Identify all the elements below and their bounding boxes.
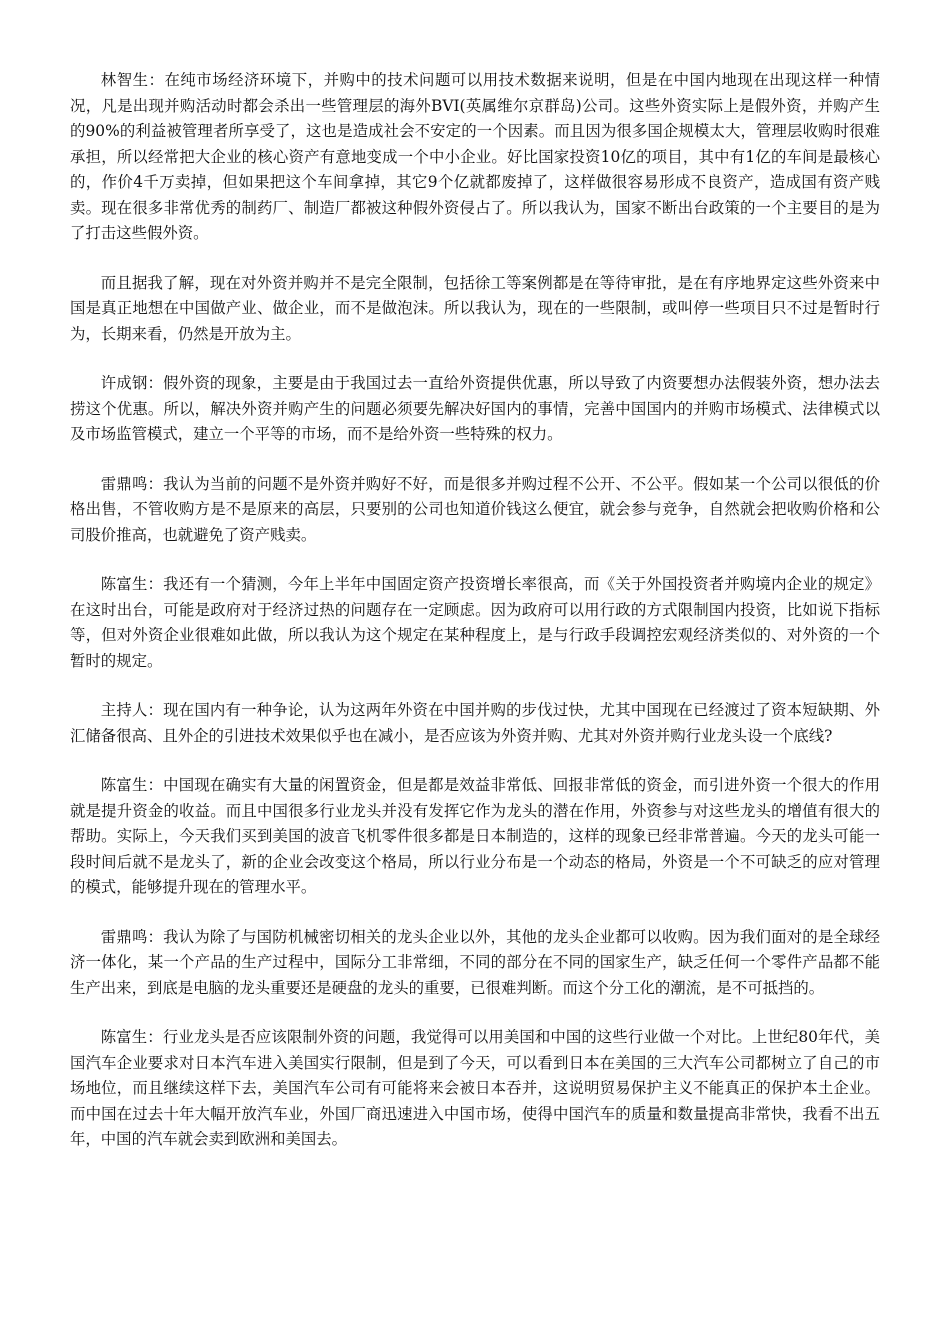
paragraph-text: 我认为除了与国防机械密切相关的龙头企业以外，其他的龙头企业都可以收购。因为我们面对的是全球经济一体化，某一个产品的生产过程中，国际分工非常细，不同的部分在不同的国家生产，缺乏任何一个零件产品都不能生产出来，到底是电脑的龙头重要还是硬盘的龙头的重要，已很难判断。而这个分工化的潮流，是不可抵挡的。 xyxy=(70,927,880,997)
paragraph-text: 我认为当前的问题不是外资并购好不好，而是很多并购过程不公开、不公平。假如某一个公司以很低的价格出售，不管收购方是不是原来的高层，只要别的公司也知道价钱这么便宜，就会参与竞争，自然就会把收购价格和公司股价推高，也就避免了资产贱卖。 xyxy=(70,474,880,544)
speaker-name: 陈富生： xyxy=(100,1028,163,1046)
speaker-name: 林智生： xyxy=(100,71,165,89)
speaker-name: 许成钢： xyxy=(100,374,164,392)
paragraph-xu-chenggang xyxy=(70,371,880,448)
paragraph-continuation xyxy=(70,271,880,348)
paragraph-lei-dingming xyxy=(70,925,880,1002)
paragraph-text: 在纯市场经济环境下，并购中的技术问题可以用技术数据来说明，但是在中国内地现在出现这样一种情况，凡是出现并购活动时都会杀出一些管理层的海外BVI(英属维尔京群岛)公司。这些外资实际上是假外资，并购产生的90%的利益被管理者所享受了，这也是造成社会不安定的一个因素。而且因为很多国企规模太大，管理层收购时很难承担，所以经常把大企业的核心资产有意地变成一个中小企业。好比国家投资10亿的项目，其中有1亿的车间是最核心的，作价4千万卖掉，但如果把这个车间拿掉，其它9个亿就都废掉了，这样做很容易形成不良资产，造成国有资产贱卖。现在很多非常优秀的制药厂、制造厂都被这种假外资侵占了。所以我认为，国家不断出台政策的一个主要目的是为了打击这些假外资。 xyxy=(70,71,880,242)
speaker-name: 雷鼎鸣： xyxy=(100,927,164,946)
paragraph-lei-dingming xyxy=(70,472,880,549)
paragraph-text: 行业龙头是否应该限制外资的问题，我觉得可以用美国和中国的这些行业做一个对比。上世纪80年代，美国汽车企业要求对日本汽车进入美国实行限制，但是到了今天，可以看到日本在美国的三大汽车公司都树立了自己的市场地位，而且继续这样下去，美国汽车公司有可能将来会被日本吞并，这说明贸易保护主义不能真正的保护本土企业。而中国在过去十年大幅开放汽车业，外国厂商迅速进入中国市场，使得中国汽车的质量和数量提高非常快，我看不出五年，中国的汽车就会卖到欧洲和美国去。 xyxy=(70,1028,880,1148)
document-body xyxy=(70,68,880,1177)
paragraph-text: 而且据我了解，现在对外资并购并不是完全限制，包括徐工等案例都是在等待审批，是在有序地界定这些外资来中国是真正地想在中国做产业、做企业，而不是做泡沫。所以我认为，现在的一些限制，或叫停一些项目只不过是暂时行为，长期来看，仍然是开放为主。 xyxy=(70,273,880,343)
paragraph-text: 我还有一个猜测，今年上半年中国固定资产投资增长率很高，而《关于外国投资者并购境内企业的规定》在这时出台，可能是政府对于经济过热的问题存在一定顾虑。因为政府可以用行政的方式限制国内投资，比如说下指标等，但对外资企业很难如此做，所以我认为这个规定在某种程度上，是与行政手段调控宏观经济类似的、对外资的一个暂时的规定。 xyxy=(70,575,880,670)
paragraph-chen-fusheng xyxy=(70,572,880,674)
paragraph-host xyxy=(70,698,880,749)
paragraph-chen-fusheng xyxy=(70,1025,880,1153)
speaker-name: 雷鼎鸣： xyxy=(100,474,164,493)
paragraph-text: 假外资的现象，主要是由于我国过去一直给外资提供优惠，所以导致了内资要想办法假装外资，想办法去捞这个优惠。所以，解决外资并购产生的问题必须要先解决好国内的事情，完善中国国内的并购市场模式、法律模式以及市场监管模式，建立一个平等的市场，而不是给外资一些特殊的权力。 xyxy=(70,374,880,443)
paragraph-chen-fusheng xyxy=(70,773,880,901)
paragraph-text: 中国现在确实有大量的闲置资金，但是都是效益非常低、回报非常低的资金，而引进外资一个很大的作用就是提升资金的收益。而且中国很多行业龙头并没有发挥它作为龙头的潜在作用，外资参与对这些龙头的增值有很大的帮助。实际上，今天我们买到美国的波音飞机零件很多都是日本制造的，这样的现象已经非常普遍。今天的龙头可能一段时间后就不是龙头了，新的企业会改变这个格局，所以行业分布是一个动态的格局，外资是一个不可缺乏的应对管理的模式，能够提升现在的管理水平。 xyxy=(70,776,880,896)
paragraph-text: 现在国内有一种争论，认为这两年外资在中国并购的步伐过快，尤其中国现在已经渡过了资本短缺期、外汇储备很高、且外企的引进技术效果似乎也在减小，是否应该为外资并购、尤其对外资并购行业龙头设一个底线? xyxy=(70,701,880,745)
speaker-name: 主持人： xyxy=(100,701,164,719)
speaker-name: 陈富生： xyxy=(100,575,164,593)
paragraph-lin-zhisheng xyxy=(70,68,880,247)
speaker-name: 陈富生： xyxy=(100,776,164,794)
